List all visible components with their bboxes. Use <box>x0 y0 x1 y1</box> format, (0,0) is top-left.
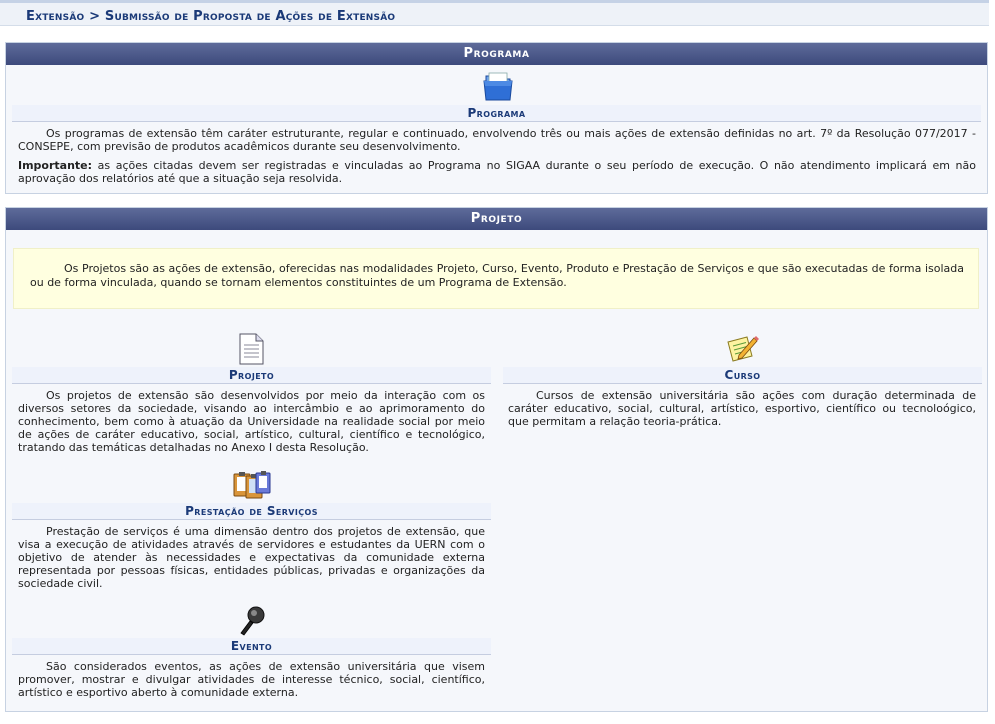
notepad-pencil-icon[interactable] <box>725 333 759 363</box>
important-text: as ações citadas devem ser registradas e vinculadas ao Programa no SIGAA durante o seu período de execução. O não atendimento implicará em não aprovação dos relatórios até que a situação seja resolvida. <box>18 159 976 185</box>
projeto-intro-box <box>13 248 979 309</box>
evento-link[interactable]: Evento <box>12 638 491 655</box>
programa-panel-header: Programa <box>6 43 987 65</box>
curso-link[interactable]: Curso <box>503 367 982 384</box>
curso-description: Cursos de extensão universitária são ações com duração determinada de caráter educativo, social, cultural, artístico, esportivo, científico ou tecnoloógico, que permitam a relação teoria-prática. <box>508 389 976 428</box>
clipboards-icon[interactable] <box>232 469 272 499</box>
projeto-intro-text: Os Projetos são as ações de extensão, oferecidas nas modalidades Projeto, Curso, Evento, Produto e Prestação de Serviços e que são executadas de forma isolada ou de forma vinculada, quando se tornam elementos constituintes de um Programa de Extensão. <box>30 262 964 289</box>
projeto-panel-header: Projeto <box>6 208 987 230</box>
microphone-icon[interactable] <box>236 604 268 636</box>
programa-panel <box>5 42 988 194</box>
prestacao-servicos-description: Prestação de serviços é uma dimensão dentro dos projetos de extensão, que visa a execução de atividades através de servidores e estudantes da UERN com o objetivo de atender às necessidades e expectativas da comunidade externa representada por pessoas físicas, entidades públicas, privadas e organizações da sociedade civil. <box>18 525 485 590</box>
programa-description: Os programas de extensão têm caráter estruturante, regular e continuado, envolvendo três ou mais ações de extensão definidas no art. 7º da Resolução 077/2017 - CONSEPE, com previsão de produtos acadêmicos durante seu desenvolvimento. <box>18 127 976 153</box>
evento-description: São considerados eventos, as ações de extensão universitária que visem promover, mostrar e divulgar atividades de interesse técnico, social, científico, artístico e esportivo aberto à comunidade externa. <box>18 660 485 699</box>
projeto-panel <box>5 207 988 712</box>
projeto-description: Os projetos de extensão são desenvolvidos por meio da interação com os diversos setores da sociedade, visando ao intercâmbio e ao aprimoramento do conhecimento, bem como à atuação da Universidade na realidade social por meio de ações de caráter educativo, social, artístico, cultural, científico e tecnológico, tratando das temáticas detalhadas no Anexo I desta Resolução. <box>18 389 485 454</box>
prestacao-servicos-link[interactable]: Prestação de Serviços <box>12 503 491 520</box>
programa-link[interactable]: Programa <box>12 105 981 122</box>
breadcrumb-text: Extensão > Submissão de Proposta de Ações de Extensão <box>26 9 396 24</box>
projeto-link[interactable]: Projeto <box>12 367 491 384</box>
folder-box-icon[interactable] <box>481 70 515 102</box>
breadcrumb <box>0 0 989 26</box>
important-label: Importante: <box>18 159 93 172</box>
programa-important <box>18 159 976 185</box>
document-icon[interactable] <box>237 333 265 365</box>
